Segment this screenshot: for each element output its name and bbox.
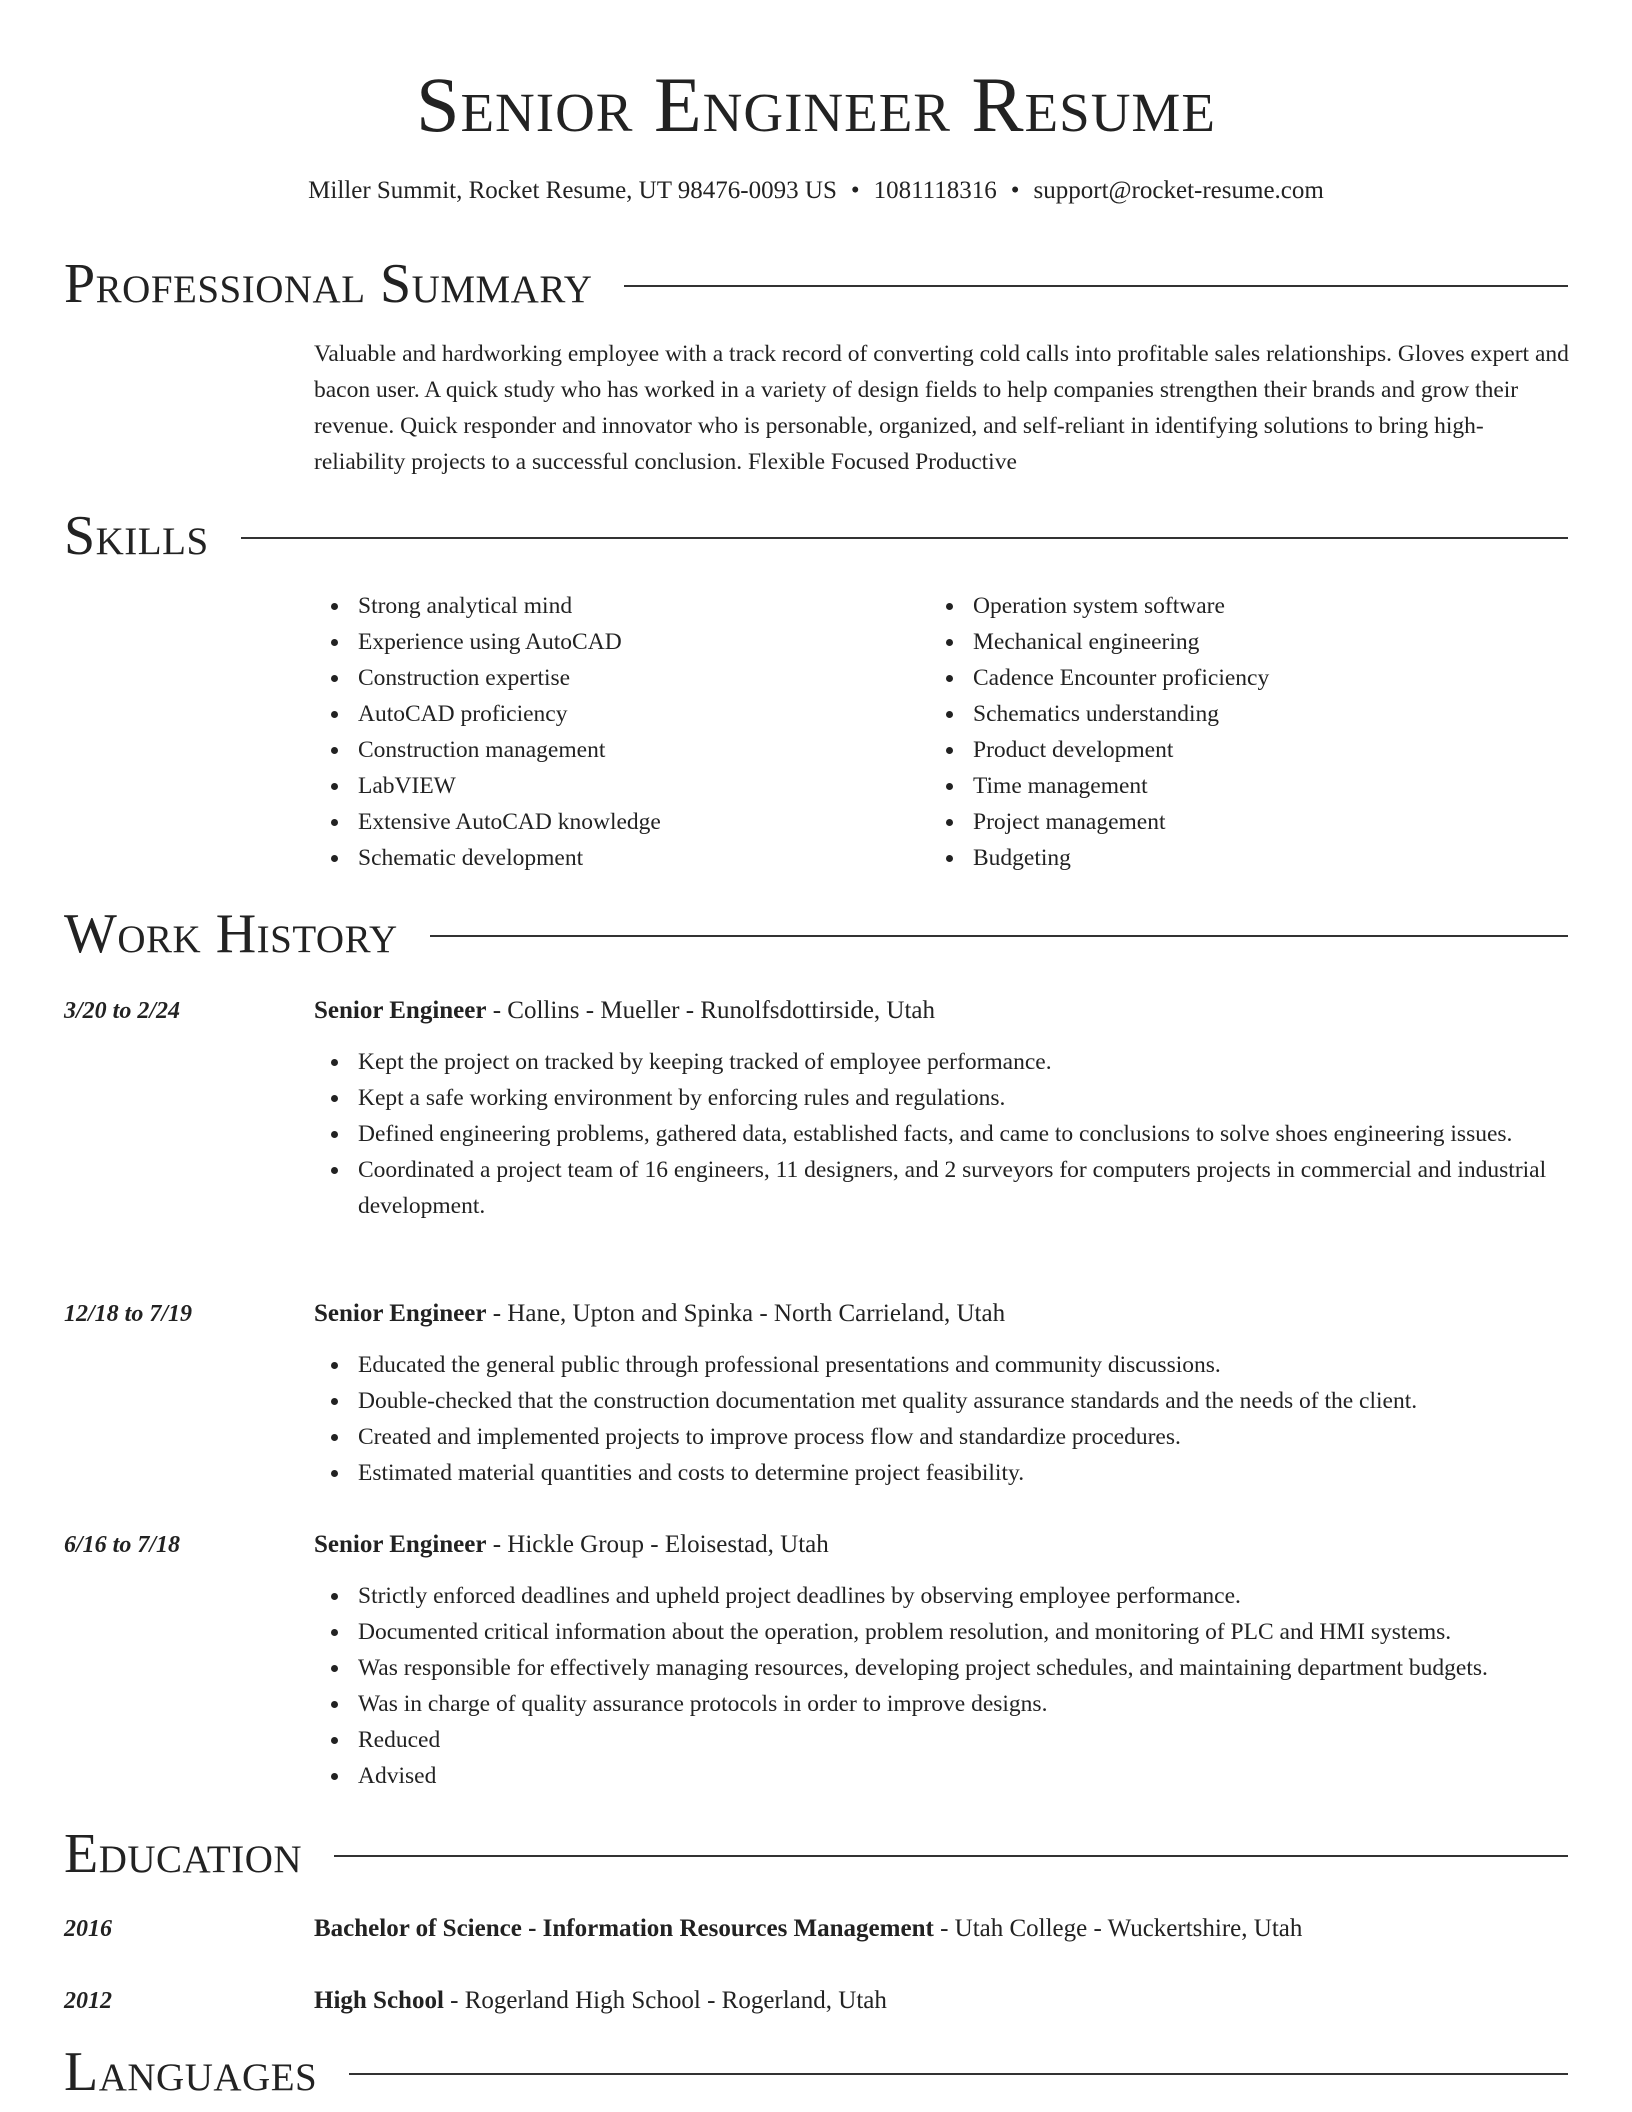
job-title-line bbox=[314, 1297, 1005, 1331]
section-divider bbox=[624, 285, 1568, 287]
contact-line bbox=[0, 174, 1632, 208]
skill-item: Schematic development bbox=[314, 840, 914, 876]
section-title-languages: Languages bbox=[64, 2041, 318, 2103]
skill-item: Time management bbox=[929, 768, 1529, 804]
job-bullet: Strictly enforced deadlines and upheld project deadlines by observing employee performance. bbox=[314, 1578, 1570, 1614]
section-header-languages bbox=[64, 2040, 1568, 2104]
section-divider bbox=[349, 2073, 1568, 2075]
section-header-work-history bbox=[64, 902, 1568, 966]
job-bullet: Estimated material quantities and costs to determine project feasibility. bbox=[314, 1455, 1570, 1491]
contact-email: support@rocket-resume.com bbox=[1033, 177, 1324, 204]
job-bullet: Defined engineering problems, gathered data, established facts, and came to conclusions to solve shoes engineering issues. bbox=[314, 1116, 1570, 1152]
job-bullet: Was in charge of quality assurance protocols in order to improve designs. bbox=[314, 1686, 1570, 1722]
section-title-summary: Professional Summary bbox=[64, 253, 593, 315]
section-title-education: Education bbox=[64, 1823, 303, 1885]
job-bullet: Documented critical information about the operation, problem resolution, and monitoring of PLC and HMI systems. bbox=[314, 1614, 1570, 1650]
job-details: - Hickle Group - Eloisestad, Utah bbox=[486, 1531, 829, 1558]
education-degree: Bachelor of Science - Information Resources Management bbox=[314, 1915, 934, 1942]
summary-text: Valuable and hardworking employee with a track record of converting cold calls into profitable sales relationships. Gloves expert and bacon user. A quick study who has worked in a variety of design fields to help companies strengthen their brands and grow their revenue. Quick responder and innovator who is personable, organized, and self-reliant in identifying solutions to bring high-reliability projects to a successful conclusion. Flexible Focused Productive bbox=[314, 341, 1569, 475]
skills-column-left bbox=[314, 588, 914, 876]
skill-item: Operation system software bbox=[929, 588, 1529, 624]
skill-item: Construction expertise bbox=[314, 660, 914, 696]
skill-item: Construction management bbox=[314, 732, 914, 768]
skill-item: AutoCAD proficiency bbox=[314, 696, 914, 732]
job-title: Senior Engineer bbox=[314, 1300, 487, 1327]
job-bullet: Created and implemented projects to improve process flow and standardize procedures. bbox=[314, 1419, 1570, 1455]
job-dates: 6/16 to 7/18 bbox=[64, 1532, 181, 1558]
job-details: - Collins - Mueller - Runolfsdottirside, Utah bbox=[486, 997, 936, 1024]
section-divider bbox=[241, 537, 1568, 539]
section-title-skills: Skills bbox=[64, 505, 209, 567]
skill-item: Product development bbox=[929, 732, 1529, 768]
skill-item: Experience using AutoCAD bbox=[314, 624, 914, 660]
resume-title: Senior Engineer Resume bbox=[416, 61, 1216, 148]
section-divider bbox=[430, 935, 1568, 937]
skill-item: Budgeting bbox=[929, 840, 1529, 876]
contact-separator: • bbox=[850, 177, 860, 204]
job-dates: 3/20 to 2/24 bbox=[64, 998, 181, 1024]
skill-item: LabVIEW bbox=[314, 768, 914, 804]
education-year: 2012 bbox=[64, 1988, 112, 2014]
job-bullet: Reduced bbox=[314, 1722, 1570, 1758]
section-divider bbox=[334, 1855, 1568, 1857]
job-bullet: Advised bbox=[314, 1758, 1570, 1794]
job-details: - Hane, Upton and Spinka - North Carrieland, Utah bbox=[486, 1300, 1006, 1327]
section-header-summary bbox=[64, 252, 1568, 316]
job-bullet: Double-checked that the construction documentation met quality assurance standards and the needs of the client. bbox=[314, 1383, 1570, 1419]
section-header-education bbox=[64, 1822, 1568, 1886]
skill-item: Project management bbox=[929, 804, 1529, 840]
education-year: 2016 bbox=[64, 1916, 112, 1942]
job-title-line bbox=[314, 1528, 829, 1562]
contact-address: Miller Summit, Rocket Resume, UT 98476-0093 US bbox=[308, 177, 837, 204]
job-title: Senior Engineer bbox=[314, 997, 487, 1024]
job-bullet: Educated the general public through professional presentations and community discussions. bbox=[314, 1347, 1570, 1383]
skills-column-right bbox=[929, 588, 1529, 876]
contact-phone: 1081118316 bbox=[873, 177, 997, 204]
job-bullet: Coordinated a project team of 16 engineers, 11 designers, and 2 surveyors for computers projects in commercial and industrial development. bbox=[314, 1152, 1570, 1224]
section-title-work-history: Work History bbox=[64, 903, 398, 965]
contact-separator: • bbox=[1010, 177, 1020, 204]
job-bullet: Kept the project on tracked by keeping tracked of employee performance. bbox=[314, 1044, 1570, 1080]
skill-item: Schematics understanding bbox=[929, 696, 1529, 732]
skill-item: Mechanical engineering bbox=[929, 624, 1529, 660]
job-dates: 12/18 to 7/19 bbox=[64, 1301, 193, 1327]
job-title-line bbox=[314, 994, 935, 1028]
education-details: - Utah College - Wuckertshire, Utah bbox=[933, 1915, 1303, 1942]
job-bullet: Kept a safe working environment by enforcing rules and regulations. bbox=[314, 1080, 1570, 1116]
skill-item: Cadence Encounter proficiency bbox=[929, 660, 1529, 696]
skill-item: Strong analytical mind bbox=[314, 588, 914, 624]
section-header-skills bbox=[64, 504, 1568, 568]
skill-item: Extensive AutoCAD knowledge bbox=[314, 804, 914, 840]
job-title: Senior Engineer bbox=[314, 1531, 487, 1558]
education-degree: High School bbox=[314, 1987, 444, 2014]
education-details: - Rogerland High School - Rogerland, Utah bbox=[443, 1987, 887, 2014]
education-title-line bbox=[314, 1912, 1302, 1946]
job-bullet: Was responsible for effectively managing resources, developing project schedules, and maintaining department budgets. bbox=[314, 1650, 1570, 1686]
education-title-line bbox=[314, 1984, 887, 2018]
